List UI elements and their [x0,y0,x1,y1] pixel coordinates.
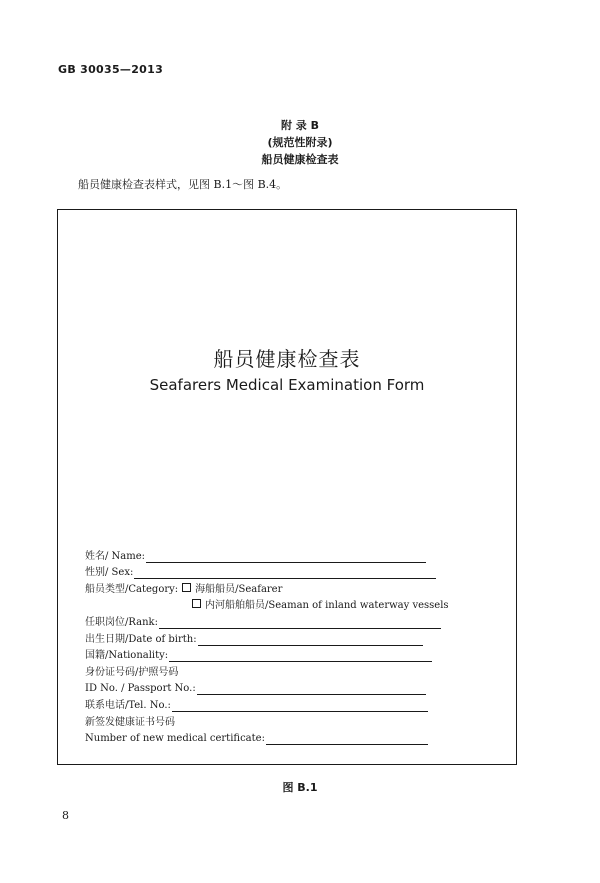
nationality-label: 国籍/Nationality: [85,650,169,662]
inland-label: 内河船舶船员/Seaman of inland waterway vessels [205,600,449,612]
seafarer-label: 海船船员/Seafarer [195,583,283,595]
form-fields [85,546,505,745]
cert-row [85,729,505,746]
category-option-seafarer[interactable] [178,580,282,596]
cert-line[interactable] [266,733,428,745]
rank-row [85,612,505,629]
tel-line[interactable] [172,700,428,712]
seafarer-checkbox[interactable] [182,583,191,592]
dob-row [85,629,505,646]
form-figure [57,209,517,765]
name-row [85,546,505,563]
id-cn-row [85,662,505,679]
sex-line[interactable] [134,567,436,579]
nationality-line[interactable] [169,650,432,662]
tel-label: 联系电话/Tel. No.: [85,699,171,711]
inland-checkbox[interactable] [192,599,201,608]
rank-line[interactable] [159,617,441,629]
id-row [85,679,505,696]
id-label: ID No. / Passport No.: [85,683,196,695]
figure-caption: 图 B.1 [282,781,318,794]
name-line[interactable] [146,551,426,563]
rank-label: 任职岗位/Rank: [85,616,158,628]
appendix-subtitle: (规范性附录) [267,136,333,149]
dob-label: 出生日期/Date of birth: [85,633,197,645]
dob-line[interactable] [198,634,423,646]
appendix-heading [0,117,600,168]
sex-label: 性别/ Sex: [85,567,134,579]
intro-text: 船员健康检查表样式，见图 B.1～图 B.4。 [78,178,288,191]
tel-row [85,695,505,712]
id-line[interactable] [197,683,426,695]
appendix-name: 船员健康检查表 [261,153,339,166]
category-label: 船员类型/Category: [85,583,179,595]
cert-label: Number of new medical certificate: [85,733,265,745]
standard-code: GB 30035—2013 [58,63,164,76]
name-label: 姓名/ Name: [85,550,146,562]
form-title-en: Seafarers Medical Examination Form [149,376,425,394]
category-row-2 [85,596,505,613]
cert-cn-row [85,712,505,729]
category-row [85,579,505,596]
nationality-row [85,646,505,663]
cert-cn-label: 新签发健康证书号码 [85,716,175,728]
category-option-inland[interactable] [188,596,449,612]
form-title-cn: 船员健康检查表 [213,347,361,371]
page-number: 8 [62,809,69,822]
id-cn-label: 身份证号码/护照号码 [85,666,179,678]
appendix-title: 附 录 B [280,119,320,132]
sex-row [85,563,505,580]
